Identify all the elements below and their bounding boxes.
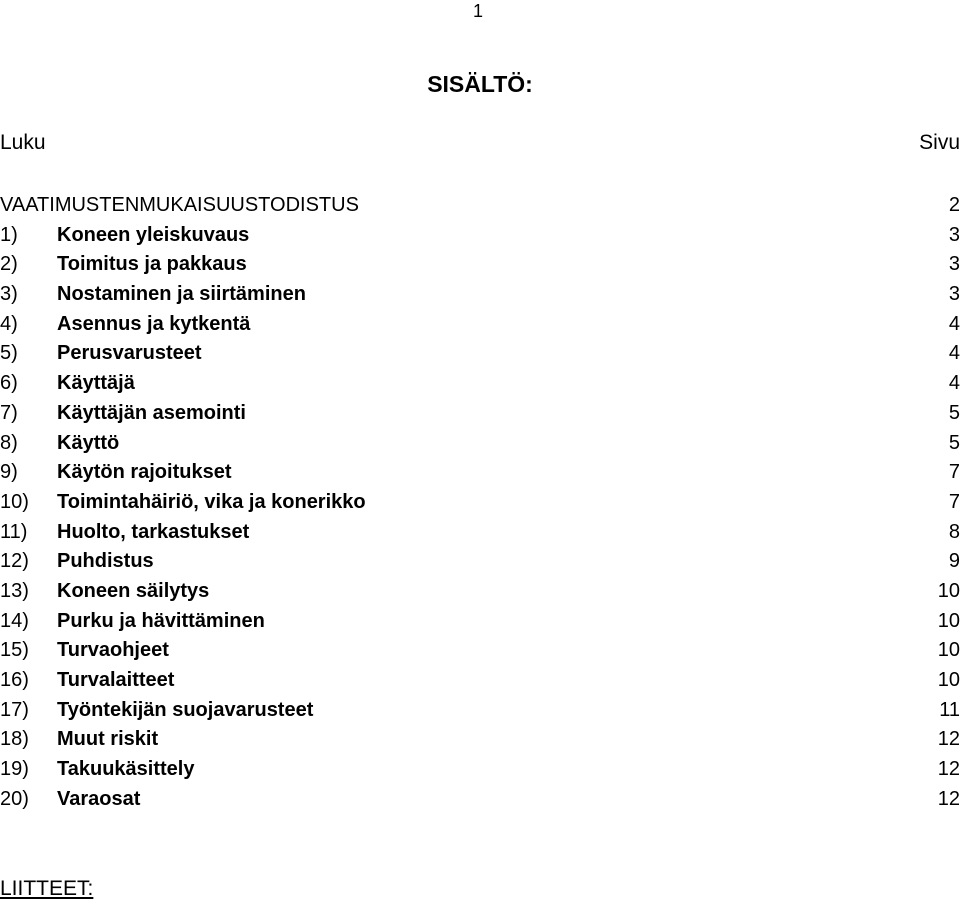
toc-entry — [0, 726, 960, 756]
toc-entry-page: 10 — [937, 579, 960, 602]
toc-entry — [0, 459, 960, 489]
toc-entry-title: Turvaohjeet — [57, 639, 169, 662]
page-number: 1 — [473, 1, 484, 21]
toc-entry — [0, 251, 960, 281]
toc-entry-title: Käyttäjän asemointi — [57, 401, 246, 424]
toc-entry-number: 15) — [0, 639, 29, 662]
toc-entry-page: 12 — [937, 758, 960, 781]
toc-entry-title: Käytön rajoitukset — [57, 461, 232, 484]
toc-entry — [0, 697, 960, 727]
toc-entry-number: 18) — [0, 728, 29, 751]
toc-entry-number: 5) — [0, 342, 18, 365]
toc-entry-title: Käyttö — [57, 431, 120, 454]
toc-entry-title: Huolto, tarkastukset — [57, 520, 250, 543]
toc-entry-page: 3 — [948, 223, 960, 246]
toc-entry-number: 17) — [0, 698, 29, 721]
toc-entry-number: 6) — [0, 372, 18, 395]
toc-entry — [0, 370, 960, 400]
toc-entry — [0, 311, 960, 341]
table-of-contents — [0, 192, 960, 815]
toc-entry-page: 3 — [948, 283, 960, 306]
toc-entry-title: Purku ja hävittäminen — [57, 609, 265, 632]
toc-entry — [0, 519, 960, 549]
page-title: SISÄLTÖ: — [427, 71, 533, 97]
toc-entry-page: 12 — [937, 728, 960, 751]
toc-entry-page: 2 — [948, 194, 960, 216]
toc-entry-title: Asennus ja kytkentä — [57, 312, 251, 335]
toc-entry-title: Nostaminen ja siirtäminen — [57, 283, 306, 306]
toc-entry — [0, 548, 960, 578]
toc-entry-number: 3) — [0, 283, 18, 306]
toc-entry-page: 10 — [937, 609, 960, 632]
toc-entry — [0, 608, 960, 638]
toc-entry-number: 1) — [0, 223, 18, 246]
toc-entry — [0, 667, 960, 697]
attachments-heading: LIITTEET: — [0, 877, 94, 900]
toc-entry — [0, 222, 960, 252]
toc-entry-title: Perusvarusteet — [57, 342, 202, 365]
toc-entry — [0, 192, 960, 222]
toc-entry-page: 9 — [948, 550, 960, 573]
toc-entry-number: 4) — [0, 312, 18, 335]
toc-entry-page: 7 — [948, 490, 960, 513]
toc-entry-page: 7 — [948, 461, 960, 484]
toc-entry-title: Varaosat — [57, 787, 141, 810]
toc-entry-page: 8 — [948, 520, 960, 543]
toc-entry-number: 10) — [0, 490, 29, 513]
toc-entry — [0, 400, 960, 430]
toc-entry — [0, 340, 960, 370]
toc-entry — [0, 637, 960, 667]
toc-entry-page: 4 — [948, 372, 960, 395]
toc-entry-title: Koneen säilytys — [57, 579, 210, 602]
chapter-column-header: Luku — [0, 131, 46, 154]
toc-entry-title: Työntekijän suojavarusteet — [57, 698, 314, 721]
toc-entry-number: 2) — [0, 253, 18, 276]
toc-entry — [0, 489, 960, 519]
toc-entry — [0, 281, 960, 311]
toc-entry-number: 9) — [0, 461, 18, 484]
toc-entry-number: 16) — [0, 669, 29, 691]
toc-entry-title: Muut riskit — [57, 728, 159, 751]
toc-entry — [0, 430, 960, 460]
toc-entry-title: Turvalaitteet — [57, 669, 175, 691]
toc-entry-title: Toimintahäiriö, vika ja konerikko — [57, 490, 366, 513]
toc-entry-page: 5 — [948, 431, 960, 454]
toc-entry-title: Puhdistus — [57, 550, 154, 573]
toc-entry-title: Koneen yleiskuvaus — [57, 223, 250, 246]
toc-entry-number: 8) — [0, 431, 18, 454]
toc-entry-number: 13) — [0, 579, 29, 602]
toc-entry-number: 19) — [0, 758, 29, 781]
toc-entry-number: 7) — [0, 401, 18, 424]
toc-entry-page: 10 — [937, 639, 960, 662]
toc-entry-page: 12 — [937, 787, 960, 810]
toc-entry-page: 10 — [937, 669, 960, 691]
toc-entry-number: 14) — [0, 609, 29, 632]
toc-entry-number: 12) — [0, 550, 29, 573]
toc-entry-page: 4 — [948, 342, 960, 365]
toc-entry-page: 5 — [948, 401, 960, 424]
toc-entry — [0, 756, 960, 786]
toc-entry-number: 11) — [0, 520, 28, 543]
toc-entry-title: Toimitus ja pakkaus — [57, 253, 247, 276]
toc-entry — [0, 578, 960, 608]
toc-entry — [0, 786, 960, 816]
toc-entry-page: 4 — [948, 312, 960, 335]
toc-entry-title: Takuukäsittely — [57, 758, 195, 781]
toc-entry-title: VAATIMUSTENMUKAISUUSTODISTUS — [0, 194, 359, 216]
toc-entry-number: 20) — [0, 787, 29, 810]
toc-entry-title: Käyttäjä — [57, 372, 135, 395]
toc-entry-page: 11 — [939, 698, 960, 721]
page-column-header: Sivu — [919, 131, 960, 154]
toc-entry-page: 3 — [948, 253, 960, 276]
